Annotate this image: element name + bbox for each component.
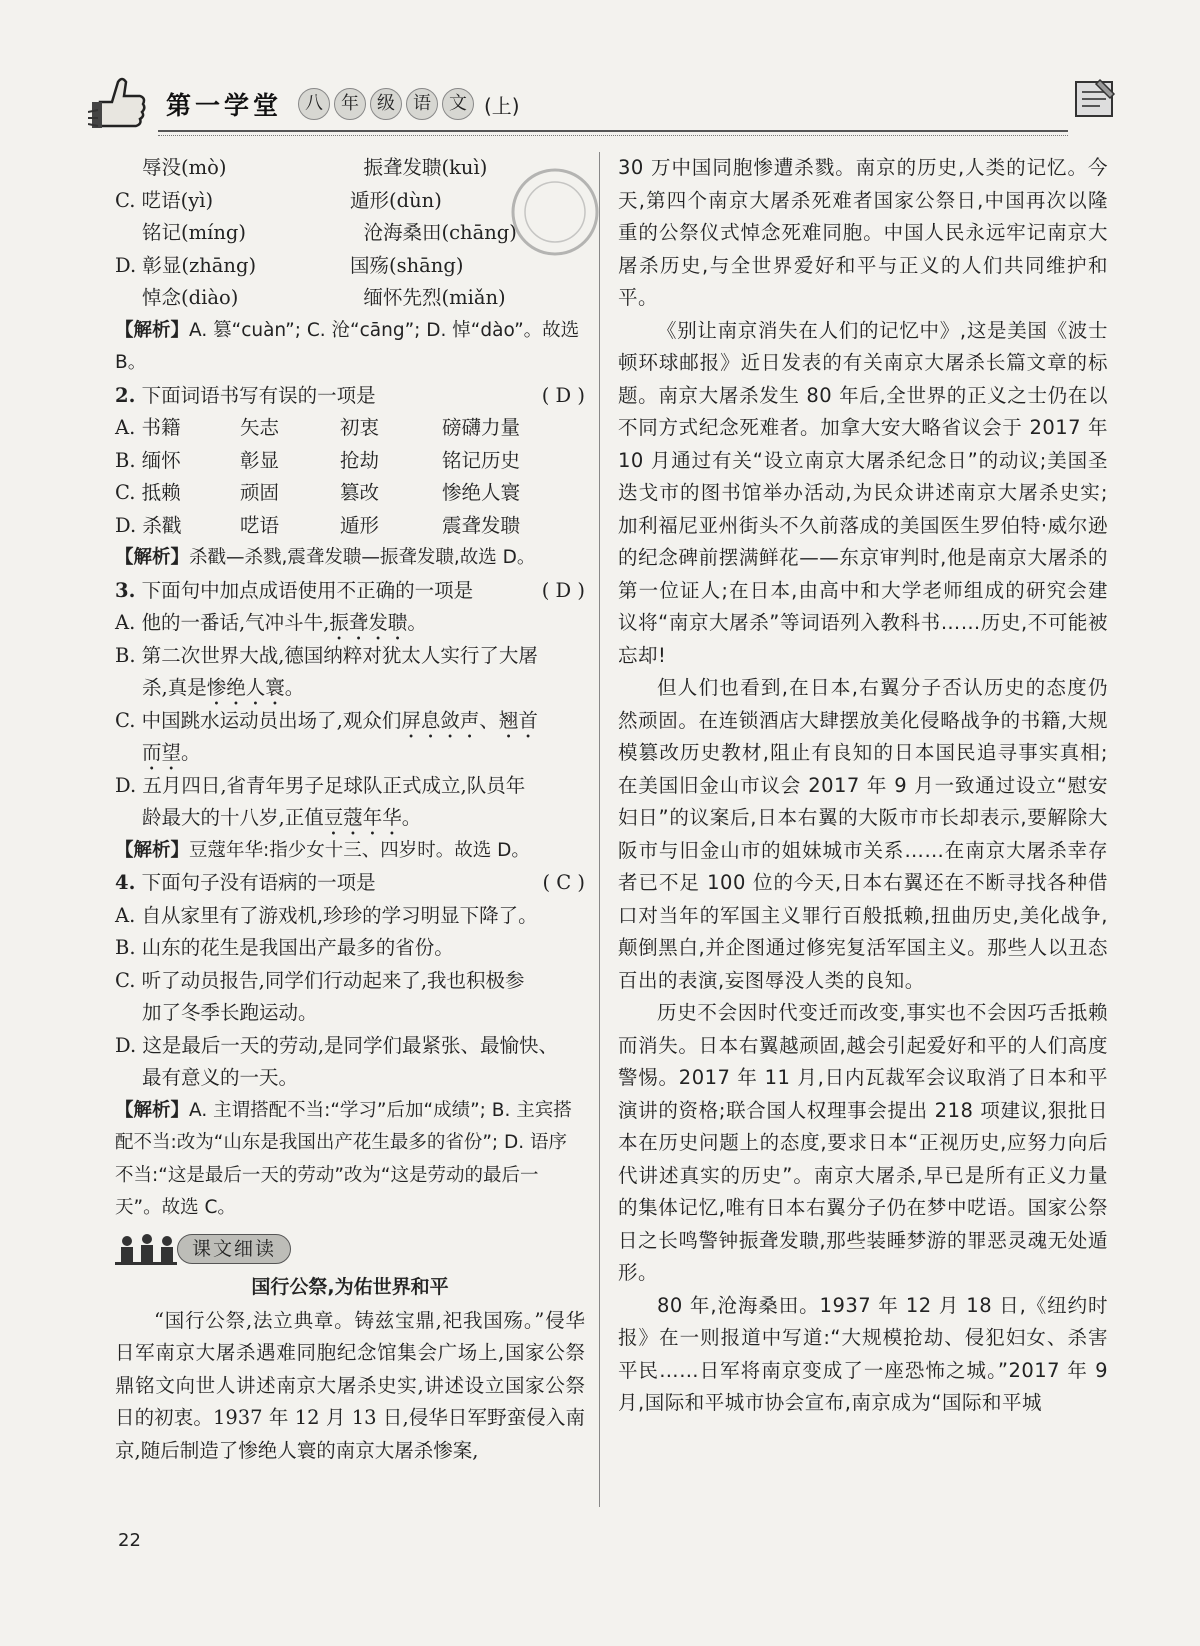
- article-title: 国行公祭,为佑世界和平: [251, 1275, 449, 1298]
- article-paragraph: “国行公祭,法立典章。铸兹宝鼎,祀我国殇。”侵华日军南京大屠杀遇难同胞纪念馆集会广场上,国家公祭鼎铭文向世人讲述南京大屠杀史实,讲述设立国家公祭日的初衷。1937 年 12 月 13 日,侵华日军野蛮侵入南京,随后制造了惨绝人寰的南京大屠杀惨案,: [115, 1308, 585, 1462]
- q1-option-row: 辱没(mò) 振聋发聩(kuì): [142, 156, 488, 179]
- q4-option-a: A. 自从家里有了游戏机,珍珍的学习明显下降了。: [115, 903, 538, 927]
- q3-option-c-cont: 而望 。: [142, 741, 201, 764]
- q3-option-b-cont: 杀,真是 惨绝人寰 。: [142, 676, 305, 699]
- q2-option: B. 缅怀 彰显 抢劫 铭记历史: [115, 448, 521, 472]
- q4-option-c: C. 听了动员报告,同学们行动起来了,我也积极参: [115, 968, 525, 992]
- q4-option-c-cont: 加了冬季长跑运动。: [142, 1001, 318, 1024]
- q4-analysis: 【解析】A. 主谓搭配不当:“学习”后加“成绩”; B. 主宾搭配不当:改为“山东是我国出产花生最多的省份”; D. 语序不当:“这是最后一天的劳动”改为“这是劳动的最后一天”。故选 C。: [115, 1099, 572, 1218]
- q1-option-row: C. 呓语(yì) 遁形(dùn): [115, 188, 442, 212]
- q3-option-b: B. 第二次世界大战,德国纳粹对犹太人实行了大屠: [115, 643, 538, 667]
- q1-analysis: 【解析】A. 篡“cuàn”; C. 沧“cāng”; D. 悼“dào”。故选 B。: [115, 319, 580, 373]
- memo-pad-icon: [1070, 76, 1118, 122]
- q1-option-row: 铭记(míng) 沧海桑田(chāng): [142, 221, 517, 244]
- q3-option-c: C. 中国跳水运动员出场了,观众们 屏息敛声 、 翘首: [115, 708, 538, 732]
- volume-label: (上): [484, 93, 520, 118]
- article-paragraph: 30 万中国同胞惨遭杀戮。南京的历史,人类的记忆。今天,第四个南京大屠杀死难者国家公祭日,中国再次以隆重的公祭仪式悼念死难同胞。中国人民永远牢记南京大屠杀历史,与全世界爱好和平与正义的人们共同维护和平。: [618, 156, 1108, 309]
- q2-stem: 2. 下面词语书写有误的一项是 ( D ): [115, 380, 585, 413]
- q3-answer: ( D ): [541, 578, 585, 602]
- grade-char: 语: [406, 88, 438, 120]
- q2-option: A. 书籍 矢志 初衷 磅礴力量: [115, 416, 521, 439]
- grade-char: 年: [334, 88, 366, 120]
- right-column: [618, 152, 1108, 1420]
- page-number: 22: [118, 1530, 141, 1551]
- readers-icon: [115, 1232, 177, 1266]
- q1-option-row: D. 彰显(zhāng) 国殇(shāng): [115, 253, 464, 277]
- left-column: [115, 152, 585, 1467]
- q4-option-d: D. 这是最后一天的劳动,是同学们最紧张、最愉快、: [115, 1033, 559, 1057]
- q2-option: D. 杀戳 呓语 遁形 震聋发聩: [115, 513, 521, 537]
- q3-option-a: A. 他的一番话,气冲斗牛, 振聋发聩 。: [115, 611, 427, 634]
- q4-answer: ( C ): [542, 871, 585, 894]
- grade-badges: [298, 88, 520, 120]
- section-label: 课文细读: [177, 1234, 291, 1264]
- column-divider: [599, 152, 600, 1507]
- article-paragraph: 历史不会因时代变迁而改变,事实也不会因巧舌抵赖而消失。日本右翼越顽固,越会引起爱好和平的人们高度警惕。2017 年 11 月,日内瓦裁军会议取消了日本和平演讲的资格;联合国人权理事会提出 218 项建议,狠批日本在历史问题上的态度,要求日本“正视历史,应努力向后代讲述真实的历史”。南京大屠杀,早已是所有正义力量的集体记忆,唯有日本右翼分子仍在梦中呓语。国家公祭日之长鸣警钟振聋发聩,那些装睡梦游的罪恶灵魂无处遁形。: [618, 1001, 1108, 1284]
- article-paragraph: 《别让南京消失在人们的记忆中》,这是美国《波士顿环球邮报》近日发表的有关南京大屠杀长篇文章的标题。南京大屠杀发生 80 年后,全世界的正义之士仍在以不同方式纪念死难者。加拿大安大略省议会于 2017 年 10 月通过有关“设立南京大屠杀纪念日”的动议;美国圣迭戈市的图书馆举办活动,为民众讲述南京大屠杀史实;加利福尼亚州街头不久前落成的美国医生罗伯特·威尔逊的纪念碑前摆满鲜花——东京审判时,他是南京大屠杀的第一位证人;在日本,由高中和大学老师组成的研究会建议将“南京大屠杀”等词语列入教科书……历史,不可能被忘却!: [618, 318, 1108, 667]
- article-paragraph: 80 年,沧海桑田。1937 年 12 月 18 日,《纽约时报》在一则报道中写道:“大规模抢劫、侵犯妇女、杀害平民……日军将南京变成了一座恐怖之城。”2017 年 9 月,国际和平城市协会宣布,南京成为“国际和平城: [618, 1293, 1108, 1414]
- grade-char: 级: [370, 88, 402, 120]
- grade-char: 八: [298, 88, 330, 120]
- q2-answer: ( D ): [541, 383, 585, 407]
- q3-option-d: D. 五月四日,省青年男子足球队正式成立,队员年: [115, 773, 526, 797]
- header-dotted-rule: [158, 135, 1068, 136]
- grade-char: 文: [442, 88, 474, 120]
- q4-option-d-cont: 最有意义的一天。: [142, 1066, 299, 1089]
- q3-option-d-cont: 龄最大的十八岁,正值 豆蔻年华 。: [142, 806, 422, 829]
- article-paragraph: 但人们也看到,在日本,右翼分子否认历史的态度仍然顽固。在连锁酒店大肆摆放美化侵略战争的书籍,大规模篡改历史教材,阻止有良知的日本国民追寻事实真相;在美国旧金山市议会 2017 年 9 月一致通过设立“慰安妇日”的议案后,日本右翼的大阪市市长却表示,要解除大阪市与旧金山市的姐妹城市关系……在南京大屠杀幸存者已不足 100 位的今天,日本右翼还在不断寻找各种借口对当年的军国主义罪行百般抵赖,扭曲历史,美化战争,颠倒黑白,并企图通过修宪复活军国主义。那些人以丑态百出的表演,妄图辱没人类的良知。: [618, 676, 1108, 992]
- q2-analysis: 【解析】杀戳—杀戮,震聋发聩—振聋发聩,故选 D。: [115, 547, 536, 568]
- section-header: [115, 1229, 585, 1269]
- page-header: [88, 72, 1118, 140]
- brand-title: 第一学堂: [166, 91, 283, 120]
- header-rule: [158, 130, 1068, 132]
- q1-option-row: 悼念(diào) 缅怀先烈(miǎn): [142, 286, 506, 309]
- q4-stem: 4. 下面句子没有语病的一项是 ( C ): [115, 867, 585, 900]
- q3-stem: 3. 下面句中加点成语使用不正确的一项是 ( D ): [115, 575, 585, 608]
- thumbs-up-icon: [88, 72, 150, 134]
- q4-option-b: B. 山东的花生是我国出产最多的省份。: [115, 936, 454, 959]
- q2-option: C. 抵赖 顽固 篡改 惨绝人寰: [115, 481, 521, 504]
- q3-analysis: 【解析】豆蔻年华:指少女十三、四岁时。故选 D。: [115, 839, 530, 861]
